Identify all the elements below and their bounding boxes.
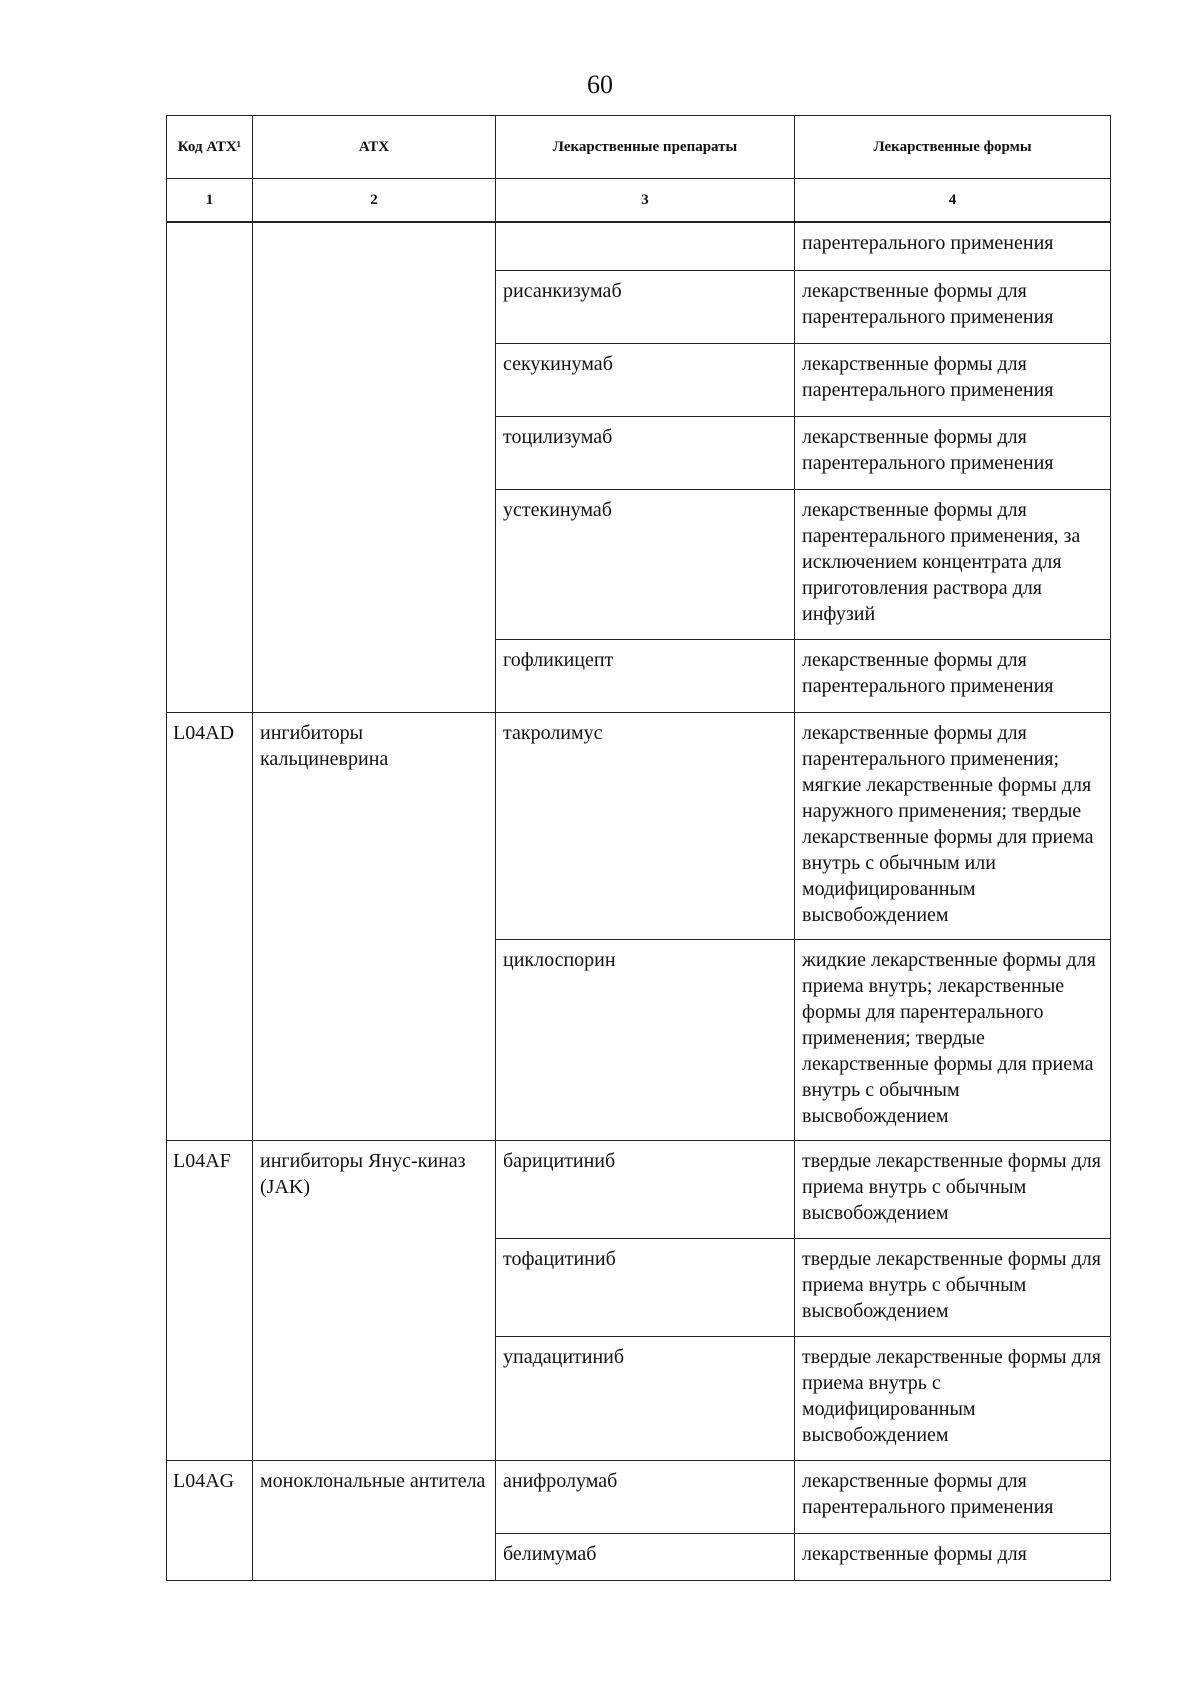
atx-name-cell: ингибиторы кальциневрина	[253, 712, 496, 1140]
table-row	[167, 1460, 1111, 1533]
column-number: 2	[253, 179, 496, 223]
forms-cell: лекарственные формы для парентерального применения	[795, 343, 1111, 416]
drug-cell: секукинумаб	[496, 343, 795, 416]
forms-cell: лекарственные формы для парентерального применения	[795, 639, 1111, 712]
forms-cell: лекарственные формы для	[795, 1533, 1111, 1580]
header-drugs: Лекарственные препараты	[496, 116, 795, 179]
drug-cell: тоцилизумаб	[496, 416, 795, 489]
forms-cell: твердые лекарственные формы для приема внутрь с обычным высвобождением	[795, 1238, 1111, 1336]
forms-cell: лекарственные формы для парентерального применения	[795, 270, 1111, 343]
forms-cell: лекарственные формы для парентерального применения, за исключением концентрата для приготовления раствора для инфузий	[795, 489, 1111, 639]
forms-cell: парентерального применения	[795, 222, 1111, 270]
drug-cell: устекинумаб	[496, 489, 795, 639]
forms-cell: лекарственные формы для парентерального применения	[795, 416, 1111, 489]
column-number: 1	[167, 179, 253, 223]
column-number: 4	[795, 179, 1111, 223]
forms-cell: твердые лекарственные формы для приема внутрь с обычным высвобождением	[795, 1140, 1111, 1238]
forms-cell: жидкие лекарственные формы для приема внутрь; лекарственные формы для парентерального применения; твердые лекарственные формы для приема внутрь с обычным высвобождением	[795, 939, 1111, 1140]
page-number: 60	[587, 70, 613, 99]
header-atx: АТХ	[253, 116, 496, 179]
header-row	[167, 116, 1111, 179]
drug-cell: рисанкизумаб	[496, 270, 795, 343]
column-number: 3	[496, 179, 795, 223]
drug-cell: анифролумаб	[496, 1460, 795, 1533]
atx-table	[166, 115, 1111, 1581]
atx-name-cell	[253, 222, 496, 712]
atx-code-cell: L04AG	[167, 1460, 253, 1580]
drug-cell: гофликицепт	[496, 639, 795, 712]
atx-name-cell: моноклональные антитела	[253, 1460, 496, 1580]
drug-cell: упадацитиниб	[496, 1336, 795, 1460]
header-code: Код АТХ¹	[167, 116, 253, 179]
atx-code-cell: L04AF	[167, 1140, 253, 1460]
atx-code-cell: L04AD	[167, 712, 253, 1140]
drug-cell: белимумаб	[496, 1533, 795, 1580]
drug-cell: барицитиниб	[496, 1140, 795, 1238]
drug-cell: такролимус	[496, 712, 795, 939]
table-row	[167, 222, 1111, 270]
drug-cell: циклоспорин	[496, 939, 795, 1140]
forms-cell: лекарственные формы для парентерального применения	[795, 1460, 1111, 1533]
forms-cell: лекарственные формы для парентерального применения; мягкие лекарственные формы для наружного применения; твердые лекарственные формы для приема внутрь с обычным или модифицированным высвобождением	[795, 712, 1111, 939]
header-forms: Лекарственные формы	[795, 116, 1111, 179]
atx-name-cell: ингибиторы Янус-киназ (JAK)	[253, 1140, 496, 1460]
forms-cell: твердые лекарственные формы для приема внутрь с модифицированным высвобождением	[795, 1336, 1111, 1460]
atx-code-cell	[167, 222, 253, 712]
table-row	[167, 1140, 1111, 1238]
table-row	[167, 712, 1111, 939]
column-number-row	[167, 179, 1111, 223]
drug-cell	[496, 222, 795, 270]
drug-cell: тофацитиниб	[496, 1238, 795, 1336]
